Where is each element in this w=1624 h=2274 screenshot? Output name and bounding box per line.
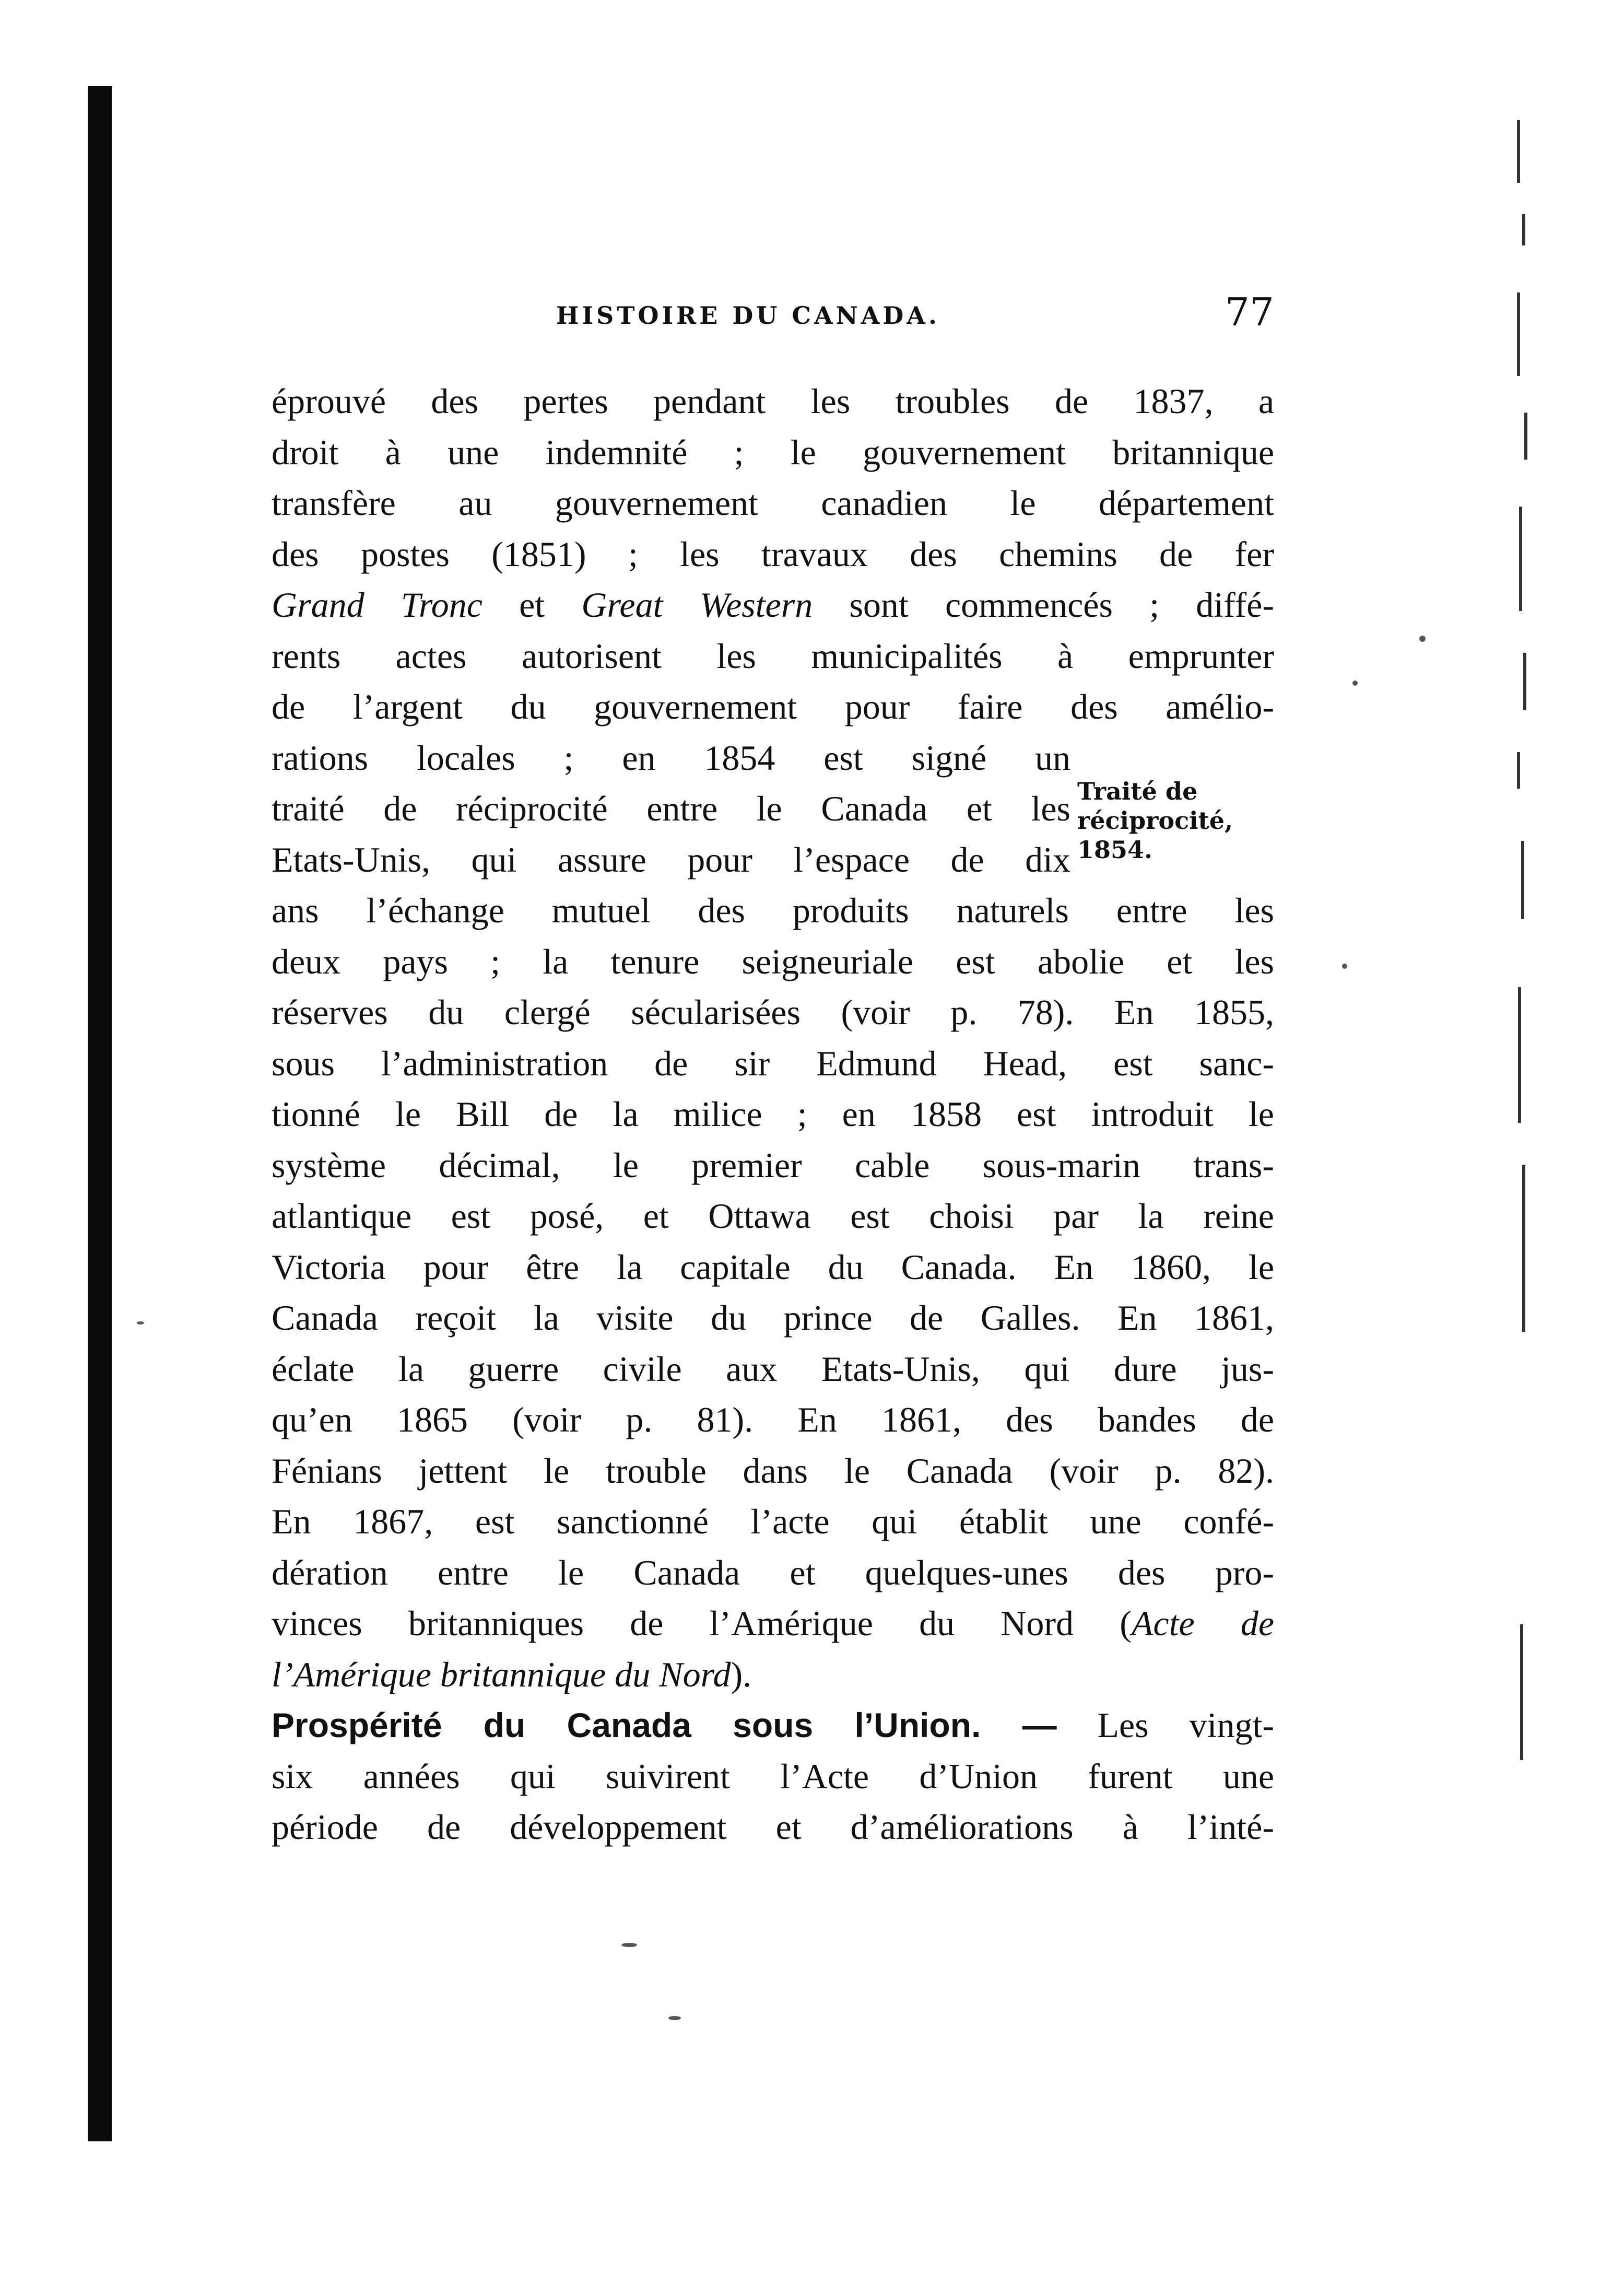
text-line: des postes (1851) ; les travaux des chemins de fer <box>272 534 1274 574</box>
text-span: et <box>482 585 582 625</box>
text-line: atlantique est posé, et Ottawa est choisi par la reine <box>272 1196 1274 1236</box>
text-line: Etats-Unis, qui assure pour l’espace de dix <box>272 839 1070 880</box>
page-header <box>272 290 1274 342</box>
text-line: système décimal, le premier cable sous-marin trans- <box>272 1145 1274 1185</box>
text-line: de l’argent du gouvernement pour faire des amélio- <box>272 687 1274 726</box>
italic-railway-name: Great Western <box>581 585 813 625</box>
text-line: rations locales ; en 1854 est signé un <box>272 737 1070 778</box>
text-line: En 1867, est sanctionné l’acte qui établit une confé- <box>272 1502 1274 1541</box>
text-span: Les vingt- <box>1056 1705 1274 1745</box>
italic-act-title: l’Amérique britannique du Nord <box>272 1654 731 1694</box>
text-line: ans l’échange mutuel des produits naturels entre les <box>272 890 1274 930</box>
text-line <box>272 580 1274 631</box>
text-line: traité de réciprocité entre le Canada et les <box>272 789 1070 828</box>
text-line: Fénians jettent le trouble dans le Canada (voir p. 82). <box>272 1450 1274 1491</box>
text-line: rents actes autorisent les municipalités à emprunter <box>272 636 1274 676</box>
page-spine-shadow <box>88 86 112 2141</box>
text-line: Victoria pour être la capitale du Canada. En 1860, le <box>272 1247 1274 1287</box>
page-number: 77 <box>1225 290 1274 335</box>
text-line: transfère au gouvernement canadien le département <box>272 483 1274 523</box>
speck <box>668 2016 681 2020</box>
speck <box>1419 636 1426 642</box>
text-line: six années qui suivirent l’Acte d’Union furent une <box>272 1756 1274 1796</box>
page-edge-marks <box>1517 120 1538 1791</box>
text-span: ). <box>731 1654 752 1694</box>
margin-note-line: réciprocité, <box>1077 806 1233 835</box>
speck <box>137 1321 144 1324</box>
text-line: Canada reçoit la visite du prince de Galles. En 1861, <box>272 1298 1274 1338</box>
italic-act-title: Acte de <box>1131 1603 1274 1643</box>
text-line <box>272 1700 1274 1751</box>
text-line: période de développement et d’améliorations à l’inté- <box>272 1807 1274 1847</box>
text-line: droit à une indemnité ; le gouvernement britannique <box>272 432 1274 472</box>
text-line <box>272 1598 1274 1649</box>
speck <box>1342 964 1347 969</box>
margin-note-line: 1854. <box>1077 836 1153 864</box>
text-span: vinces britanniques de l’Amérique du Nord ( <box>272 1603 1132 1643</box>
margin-note-line: Traité de <box>1077 777 1198 805</box>
running-title: HISTOIRE DU CANADA. <box>556 301 940 330</box>
italic-railway-name: Grand Tronc <box>272 585 483 625</box>
text-line: deux pays ; la tenure seigneuriale est abolie et les <box>272 941 1274 981</box>
text-line: tionné le Bill de la milice ; en 1858 est introduit le <box>272 1094 1274 1134</box>
text-line: qu’en 1865 (voir p. 81). En 1861, des bandes de <box>272 1400 1274 1439</box>
speck <box>621 1943 637 1947</box>
speck <box>1352 681 1358 686</box>
text-line: sous l’administration de sir Edmund Head, est sanc- <box>272 1043 1274 1083</box>
body-text <box>272 376 1274 1853</box>
section-heading: Prospérité du Canada sous l’Union. — <box>272 1706 1057 1744</box>
text-span: sont commencés ; diffé- <box>813 585 1274 625</box>
text-line: éclate la guerre civile aux Etats-Unis, qui dure jus- <box>272 1349 1274 1389</box>
text-line: dération entre le Canada et quelques-unes des pro- <box>272 1552 1274 1592</box>
text-line: éprouvé des pertes pendant les troubles de 1837, a <box>272 381 1274 421</box>
text-line: réserves du clergé sécularisées (voir p. 78). En 1855, <box>272 992 1274 1032</box>
text-line <box>272 1649 1274 1701</box>
